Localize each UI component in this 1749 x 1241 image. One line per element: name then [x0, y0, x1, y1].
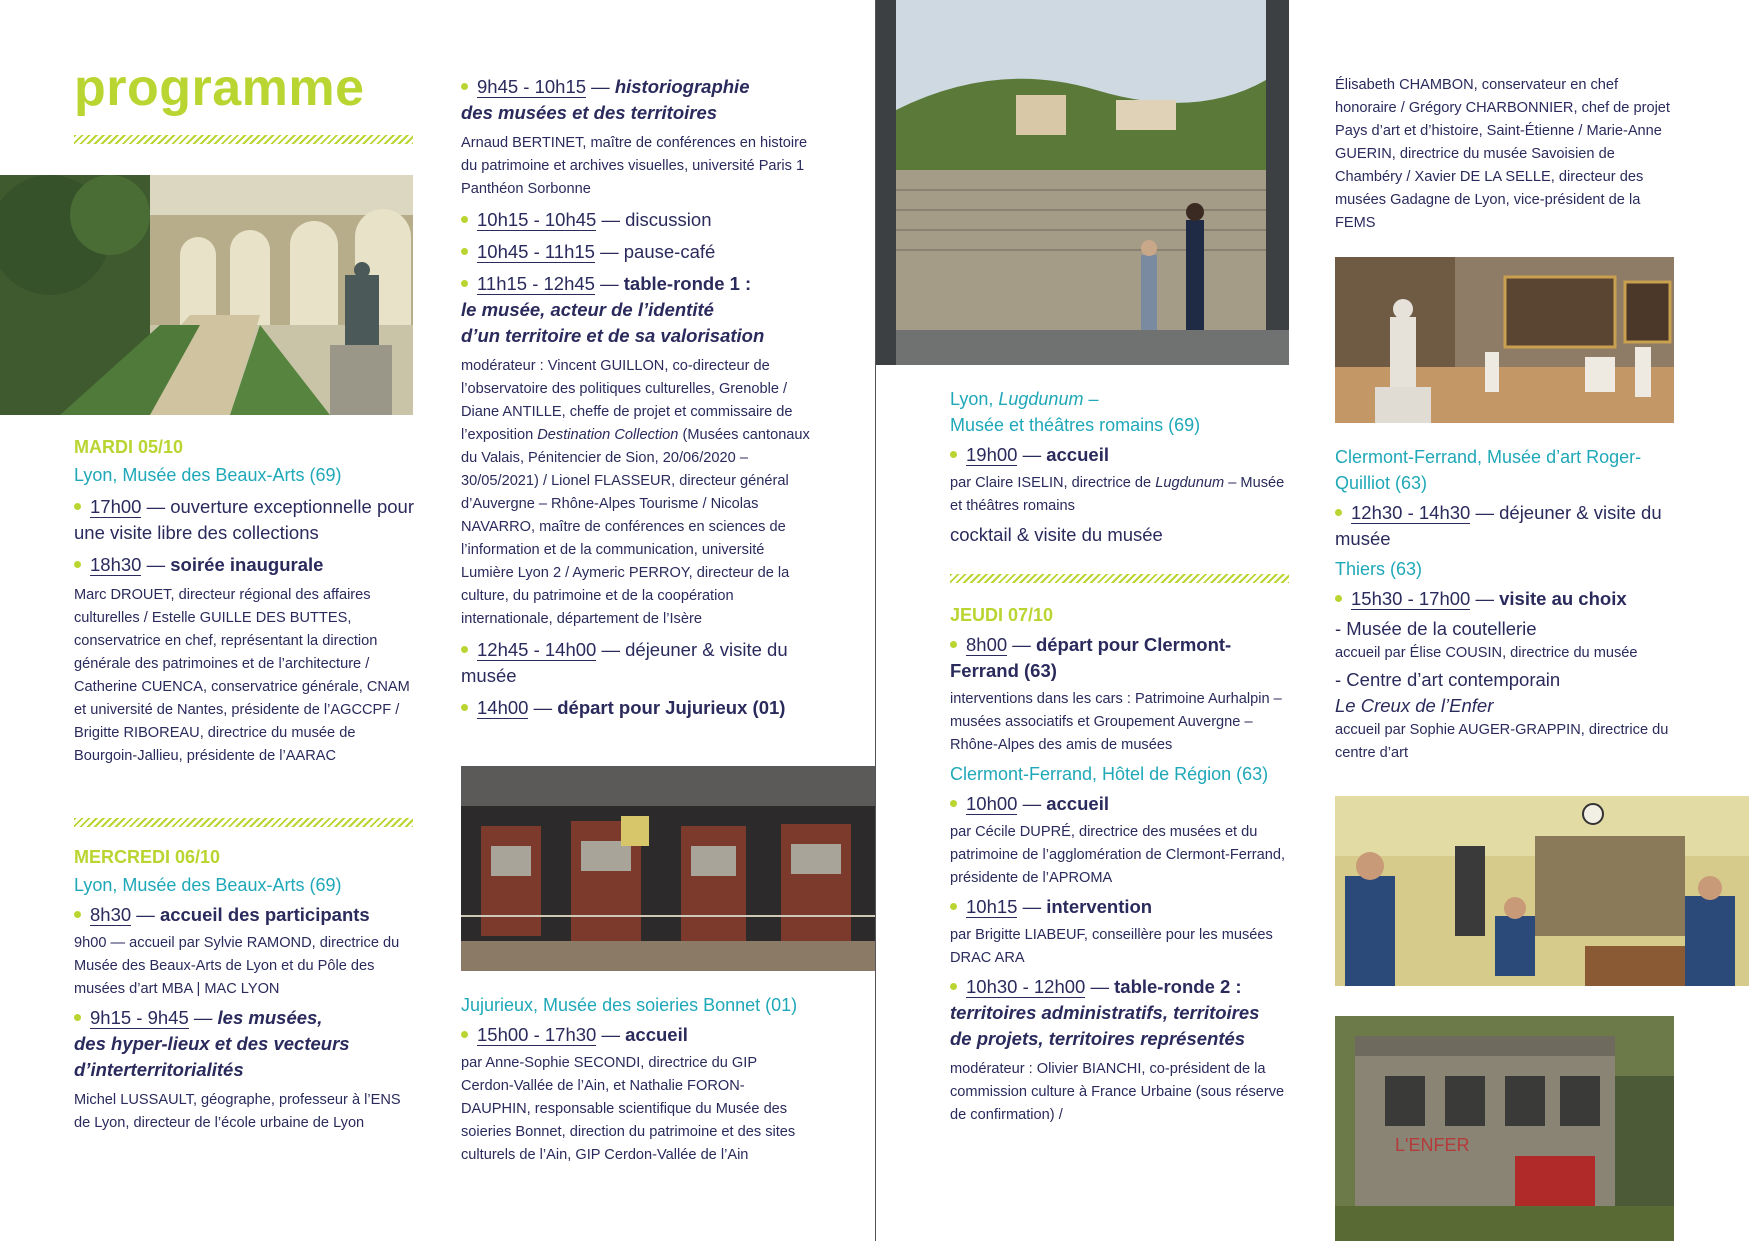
bullet-icon [74, 911, 81, 918]
item-label: soirée inaugurale [170, 554, 324, 575]
option-centre-art [1335, 667, 1675, 719]
day-heading-wednesday: MERCREDI 06/10 [74, 847, 221, 867]
time-8h00: 8h00 [966, 634, 1008, 655]
schedule-item-15h00 [461, 1022, 811, 1048]
bullet-icon [461, 646, 468, 653]
time-10h15: 10h15 [966, 896, 1018, 917]
desc-italic: Destination Collection [537, 427, 679, 443]
item-desc: Michel LUSSAULT, géographe, professeur à l’ENS de Lyon, directeur de l’école urbaine de Lyon [74, 1092, 401, 1131]
item-text: — ouverture exceptionnelle pour une visite libre des collections [74, 496, 414, 543]
item-label-line: des hyper-lieux et des vecteurs [74, 1033, 350, 1054]
item-label: historiographie [614, 76, 750, 97]
place-line: Musée et théâtres romains (69) [950, 415, 1201, 435]
col4-schedule [1335, 444, 1675, 765]
hatch-divider [74, 818, 413, 827]
bullet-icon [461, 83, 468, 90]
item-desc: par Brigitte LIABEUF, conseillère pour les musées DRAC ARA [950, 927, 1273, 966]
bullet-icon [461, 216, 468, 223]
item-desc [950, 472, 1290, 518]
sep: — [1017, 444, 1047, 465]
schedule-item-8h30 [74, 902, 414, 928]
item-label-line: d’interterritorialités [74, 1059, 244, 1080]
time-11h15: 11h15 - 12h45 [477, 273, 595, 294]
time-9h45: 9h45 - 10h15 [477, 76, 587, 97]
cocktail-line: cocktail & visite du musée [950, 524, 1163, 545]
place-part: – [1083, 389, 1099, 409]
time-15h00: 15h00 - 17h30 [477, 1024, 597, 1045]
speaker-list: Marc DROUET, directeur régional des affaires culturelles / Estelle GUILLE DES BUTTES, conservatrice en chef, représentant la direction générale des patrimoines et de l’architecture / Catherine CUENCA, conservatrice générale, CNAM et université de Nantes, présidente de l’AGCCPF / Brigitte RIBOREAU, directrice du musée de Bourgoin-Jallieu, présidente de l’AARAC [74, 587, 410, 764]
sep: — [1085, 976, 1115, 997]
col4-intro [1335, 74, 1675, 235]
moderator-list: modérateur : Olivier BIANCHI, co-président de la commission culture à France Urbaine (sous réserve de confirmation) / [950, 1061, 1285, 1123]
hatch-divider [74, 135, 413, 144]
time-10h45: 10h45 - 11h15 [477, 241, 595, 262]
item-label: départ pour Jujurieux (01) [557, 697, 786, 718]
schedule-item-14h00 [461, 695, 811, 721]
time-12h45: 12h45 - 14h00 [477, 639, 597, 660]
schedule-item-10h15 [461, 207, 811, 233]
sep: — [141, 554, 171, 575]
sep: — [131, 904, 160, 925]
cutlery-workshop-photo [1335, 796, 1749, 986]
schedule-item-10h45 [461, 239, 811, 265]
time-19h00: 19h00 [966, 444, 1018, 465]
bullet-icon [74, 561, 81, 568]
roman-theatre-photo [876, 0, 1289, 365]
bullet-icon [461, 248, 468, 255]
place-lugdunum [950, 386, 1290, 438]
item-label-line: d’un territoire et de sa valorisation [461, 325, 765, 346]
moderator-list [461, 355, 811, 631]
speaker-list-cont: Élisabeth CHAMBON, conservateur en chef honoraire / Grégory CHARBONNIER, chef de projet Pays d’art et d’histoire, Saint-Étienne / Marie-Anne GUERIN, directrice du musée Savoisien de Chambéry / Xavier DE LA SELLE, directeur des musées Gadagne de Lyon, vice-président de la FEMS [1335, 77, 1670, 231]
bullet-icon [74, 1014, 81, 1021]
item-desc: accueil par Élise COUSIN, directrice du musée [1335, 645, 1638, 661]
time-15h30: 15h30 - 17h00 [1351, 588, 1471, 609]
desc-italic: Lugdunum [1155, 475, 1225, 491]
silk-factory-photo [461, 766, 875, 971]
bullet-icon [74, 503, 81, 510]
day-heading-tuesday: MARDI 05/10 [74, 437, 184, 457]
place-italic: Lugdunum [998, 389, 1084, 409]
schedule-item-12h30 [1335, 500, 1675, 552]
schedule-item-15h30 [1335, 586, 1675, 612]
day-heading-thursday: JEUDI 07/10 [950, 605, 1054, 625]
item-desc: par Anne-Sophie SECONDI, directrice du GIP Cerdon-Vallée de l’Ain, et Nathalie FORON-DAUPHIN, responsable scientifique du Musée des soieries Bonnet, direction du patrimoine et des sites culturels de l’Ain, GIP Cerdon-Vallée de l’Ain [461, 1055, 796, 1163]
bullet-icon [950, 983, 957, 990]
bullet-icon [950, 641, 957, 648]
item-text: — déjeuner & visite du musée [461, 639, 788, 686]
desc-part: modérateur : Vincent GUILLON, co-directeur de l’observatoire des politiques culturelles, Grenoble / Diane ANTILLE, cheffe de projet et commissaire de l’exposition [461, 358, 793, 443]
item-label-line: territoires administratifs, territoires [950, 1002, 1260, 1023]
sep: — [596, 1024, 626, 1045]
sep: — [528, 697, 558, 718]
item-label: visite au choix [1499, 588, 1627, 609]
time-17h00: 17h00 [90, 496, 142, 517]
page-title: programme [74, 59, 365, 117]
bullet-icon [461, 280, 468, 287]
place-hotel-region: Clermont-Ferrand, Hôtel de Région (63) [950, 764, 1269, 784]
time-12h30: 12h30 - 14h30 [1351, 502, 1471, 523]
bullet-icon [950, 451, 957, 458]
item-label: intervention [1046, 896, 1153, 917]
place-jujurieux: Jujurieux, Musée des soieries Bonnet (01) [461, 995, 798, 1015]
item-text: — déjeuner & visite du musée [1335, 502, 1662, 549]
item-desc: par Cécile DUPRÉ, directrice des musées et du patrimoine de l’agglomération de Clermont-Ferrand, présidente de l’APROMA [950, 824, 1286, 886]
option-label: - Centre d’art contemporain [1335, 669, 1561, 690]
bullet-icon [950, 903, 957, 910]
schedule-item-10h30 [950, 974, 1290, 1052]
item-label: départ pour Clermont-Ferrand (63) [950, 634, 1232, 681]
place-part: Lyon, [950, 389, 999, 409]
col1-wednesday [74, 847, 414, 1135]
time-10h15: 10h15 - 10h45 [477, 209, 597, 230]
time-8h30: 8h30 [90, 904, 132, 925]
col2-jujurieux [461, 992, 811, 1167]
place-lyon-mba-tue: Lyon, Musée des Beaux-Arts (69) [74, 465, 342, 485]
schedule-item-9h15 [74, 1005, 414, 1083]
item-desc: 9h00 — accueil par Sylvie RAMOND, directrice du Musée des Beaux-Arts de Lyon et du Pôle des musées d’art MBA | MAC LYON [74, 935, 400, 997]
time-10h30: 10h30 - 12h00 [966, 976, 1086, 997]
schedule-item-19h00 [950, 442, 1290, 468]
item-desc: Arnaud BERTINET, maître de conférences en histoire du patrimoine et archives visuelles, université Paris 1 Panthéon Sorbonne [461, 135, 808, 197]
bullet-icon [950, 800, 957, 807]
hatch-divider [950, 574, 1289, 583]
item-text: — discussion [596, 209, 712, 230]
item-label-line: des musées et des territoires [461, 102, 718, 123]
sep: — [1007, 634, 1036, 655]
time-9h15: 9h15 - 9h45 [90, 1007, 189, 1028]
schedule-item-12h45 [461, 637, 811, 689]
schedule-item-18h30 [74, 552, 414, 578]
sep: — [1017, 896, 1047, 917]
col3-lugdunum [950, 386, 1290, 548]
schedule-item-10h00 [950, 791, 1290, 817]
bullet-icon [1335, 595, 1342, 602]
schedule-item-10h15b [950, 894, 1290, 920]
schedule-item-8h00 [950, 632, 1290, 684]
place-thiers: Thiers (63) [1335, 559, 1423, 579]
col2-schedule [461, 74, 811, 721]
schedule-item-17h00 [74, 494, 414, 546]
schedule-item-9h45 [461, 74, 811, 126]
sep: — [1470, 588, 1500, 609]
bullet-icon [461, 1031, 468, 1038]
item-label: accueil [1046, 793, 1109, 814]
item-label: les musées, [217, 1007, 323, 1028]
place-roger-quilliot: Clermont-Ferrand, Musée d’art Roger-Quilliot (63) [1335, 447, 1642, 493]
col3-thursday [950, 605, 1290, 1127]
desc-part: – Musée et théâtres romains [950, 475, 1285, 514]
time-18h30: 18h30 [90, 554, 142, 575]
desc-part: par Claire ISELIN, directrice de [950, 475, 1156, 491]
place-lyon-mba-wed: Lyon, Musée des Beaux-Arts (69) [74, 875, 342, 895]
schedule-item-11h15 [461, 271, 811, 349]
item-text: — pause-café [594, 241, 716, 262]
time-10h00: 10h00 [966, 793, 1018, 814]
item-label: accueil [1046, 444, 1109, 465]
sep: — [188, 1007, 218, 1028]
cloister-photo [0, 175, 413, 415]
desc-part: (Musées cantonaux du Valais, Pénitencier de Sion, 20/06/2020 – 30/05/2021) / Lionel FLASSEUR, directeur général d’Auvergne – Rhône-Alpes Tourisme / Nicolas NAVARRO, maître de conférences en sciences de l’information et de la communication, université Lumière Lyon 2 / Aymeric PERROY, directeur de la culture, du patrimoine et de la coopération internationale, département de l’Isère [461, 427, 810, 627]
sep: — [586, 76, 615, 97]
bullet-icon [1335, 509, 1342, 516]
item-label: table-ronde 1 : [623, 273, 752, 294]
item-desc: accueil par Sophie AUGER-GRAPPIN, directrice du centre d’art [1335, 722, 1669, 761]
item-label: table-ronde 2 : [1114, 976, 1242, 997]
item-desc: interventions dans les cars : Patrimoine Aurhalpin – musées associatifs et Groupement Auvergne – Rhône-Alpes des amis de musées [950, 691, 1282, 753]
sep: — [1017, 793, 1047, 814]
bullet-icon [461, 704, 468, 711]
sep: — [594, 273, 624, 294]
item-label: accueil [625, 1024, 688, 1045]
creux-enfer-photo [1335, 1016, 1674, 1241]
option-italic: Le Creux de l’Enfer [1335, 695, 1494, 716]
item-label: accueil des participants [159, 904, 370, 925]
option-coutellerie: - Musée de la coutellerie [1335, 618, 1537, 639]
time-14h00: 14h00 [477, 697, 529, 718]
item-label-line: le musée, acteur de l’identité [461, 299, 714, 320]
item-label-line: de projets, territoires représentés [950, 1028, 1246, 1049]
sculpture-gallery-photo [1335, 257, 1674, 423]
col1-tuesday [74, 437, 414, 768]
enfer-sign-text: L'ENFER [1395, 1135, 1470, 1155]
